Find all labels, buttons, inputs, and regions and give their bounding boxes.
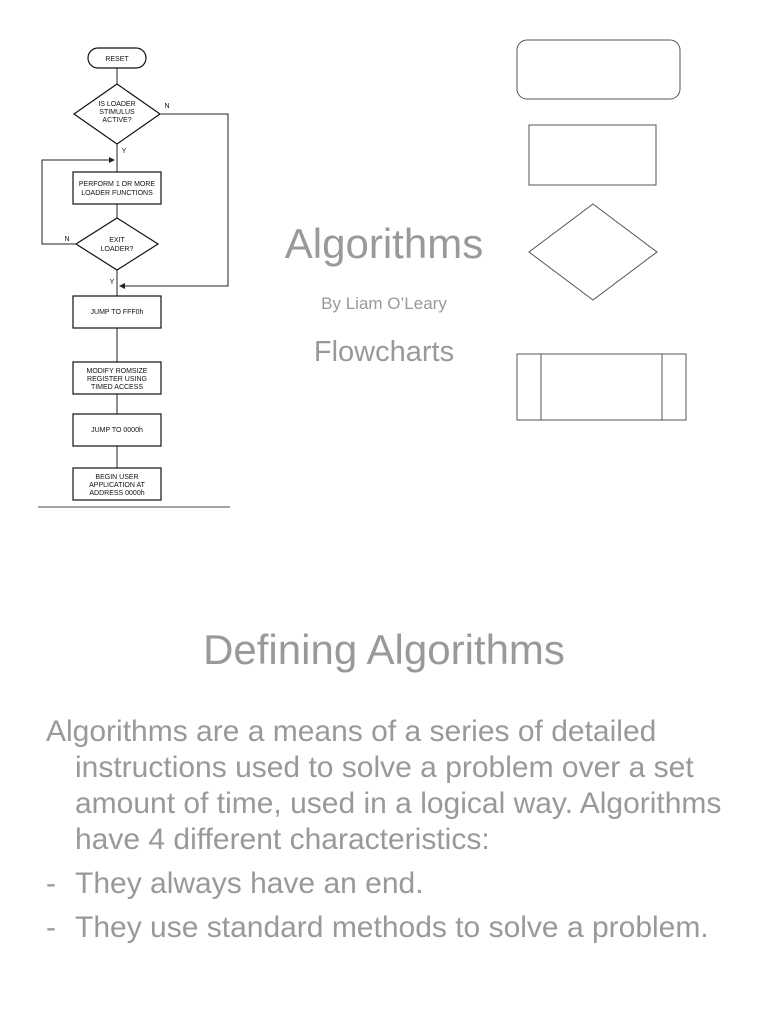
flowchart-process1-line2: LOADER FUNCTIONS [81,190,153,197]
slide-subtitle: Flowcharts [313,336,455,368]
terminator-symbol [517,40,680,99]
flowchart-no-label-1: N [164,103,170,110]
decision-symbol [529,204,657,300]
flowchart-process3-line3: TIMED ACCESS [90,384,144,391]
flowchart-decision1-line1: IS LOADER [98,101,136,108]
predefined-process-symbol [517,354,686,420]
process-symbol [529,125,656,185]
flowchart-process2-label: JUMP TO FFF0h [90,309,144,316]
list-item [46,866,726,902]
flowchart-process5-line2: APPLICATION AT [89,482,145,489]
flowchart-process5-line1: BEGIN USER [95,474,139,481]
loader-flowchart [0,0,250,520]
bullet-text: They always have an end. [75,867,424,900]
flowchart-process3-line1: MODIFY ROMSIZE [86,368,148,375]
definition-body [46,714,726,946]
flowchart-process-loader-functions [73,172,161,204]
definition-paragraph: Algorithms are a means of a series of detailed instructions used to solve a problem over a set amount of time, used in a logical way. Algorithms have 4 different characteristics: [46,715,722,856]
flowchart-decision1-line2: STIMULUS [99,109,135,116]
flowchart-no-label-2: N [64,236,70,243]
flowchart-process4-label: JUMP TO 0000h [91,427,143,434]
flowchart-yes-label-2: Y [109,279,115,286]
definition-slide [0,540,768,1024]
flowchart-yes-label-1: Y [121,148,127,155]
flowchart-reset-label: RESET [105,56,129,63]
bullet-dash: - [46,911,56,944]
flowchart-decision2-line2: LOADER? [100,246,134,253]
flowchart-process5-line3: ADDRESS 0000h [89,490,145,497]
slide-title: Algorithms [284,220,484,267]
list-item [46,910,726,946]
definition-heading: Defining Algorithms [203,626,565,673]
flowchart-decision-exit-loader [76,218,158,270]
bullet-dash: - [46,867,56,900]
flowchart-decision1-line3: ACTIVE? [102,117,132,124]
flowchart-process3-line2: REGISTER USING [87,376,147,383]
author-byline: By Liam O’Leary [321,294,447,313]
flowchart-decision2-line1: EXIT [109,237,125,244]
bullet-text: They use standard methods to solve a problem. [75,911,709,944]
flowchart-process1-line1: PERFORM 1 OR MORE [78,181,156,188]
